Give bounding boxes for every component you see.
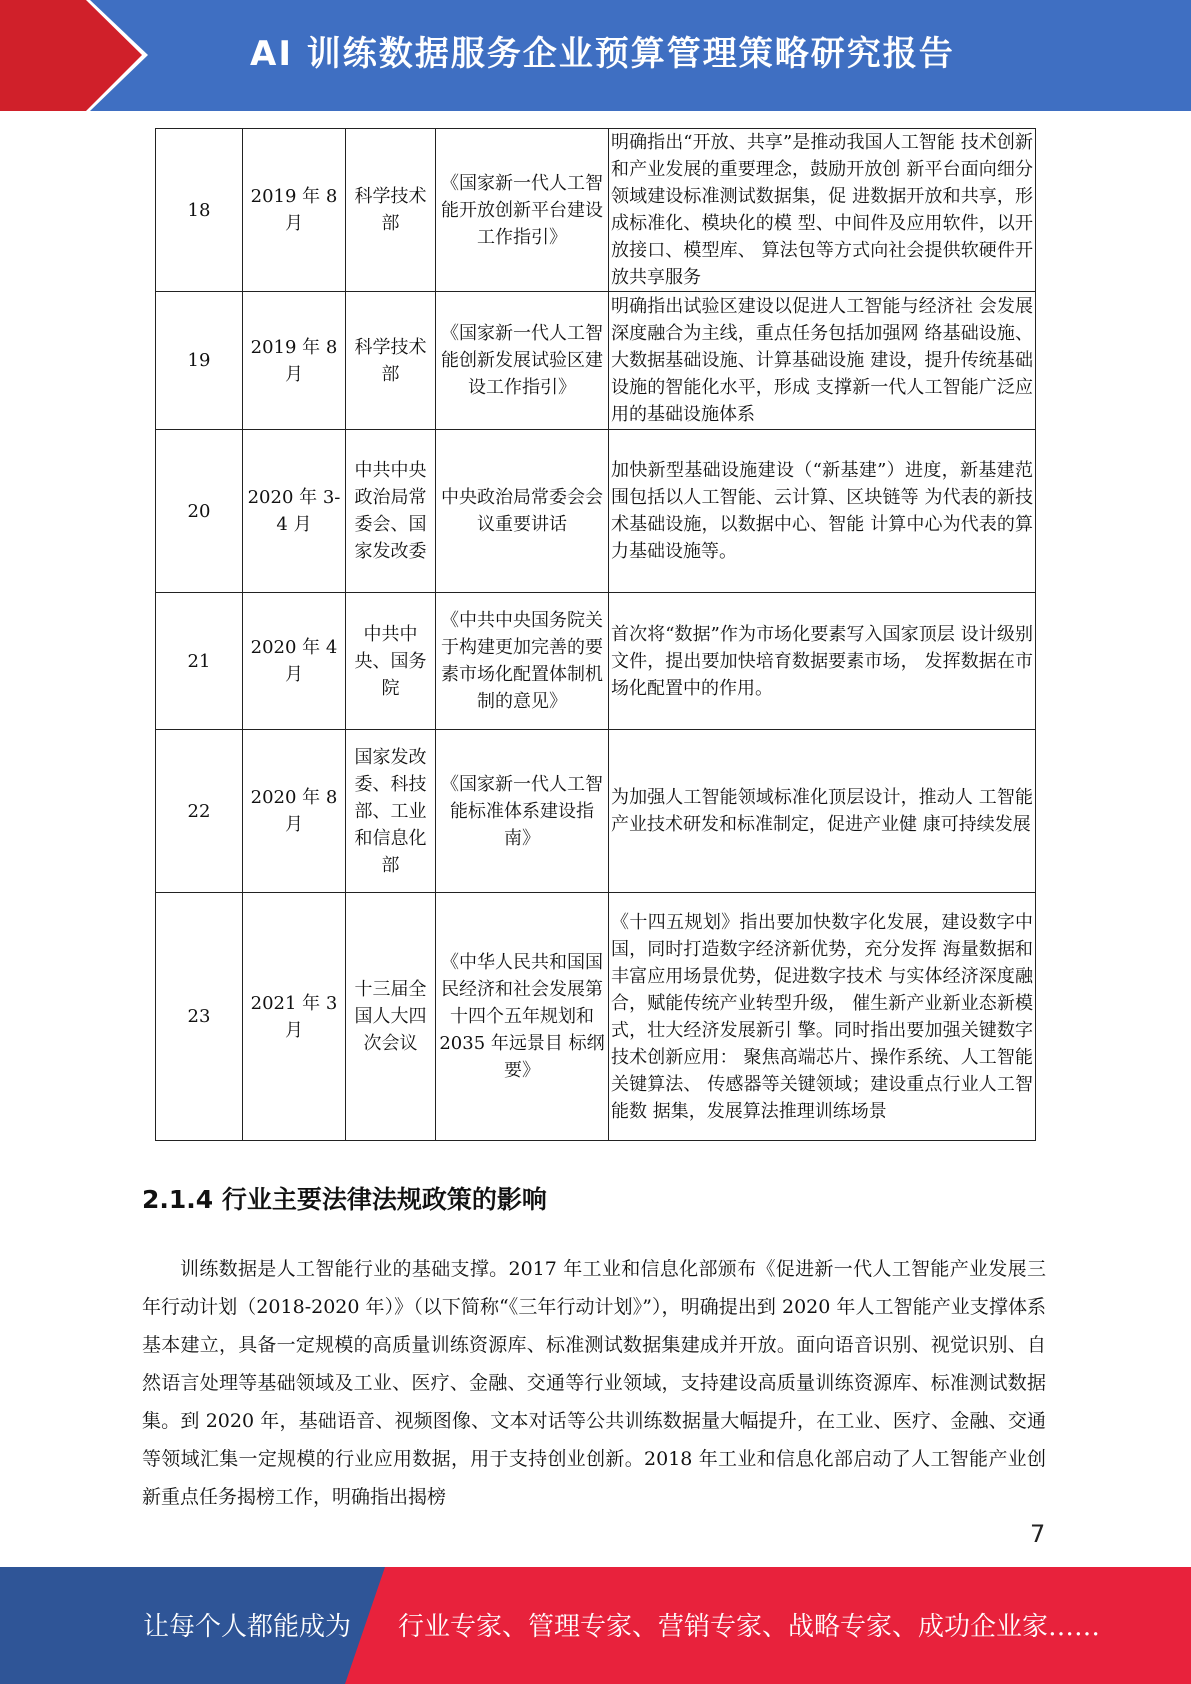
section-heading: 2.1.4 行业主要法律法规政策的影响 [142,1185,547,1214]
document-name-cell: 《国家新一代人工智能标准体系建设指南》 [436,730,609,893]
table-row [156,593,1036,730]
table-row [156,129,1036,292]
document-name-cell: 《国家新一代人工智能创新发展试验区建设工作指引》 [436,292,609,430]
page-number: 7 [1030,1520,1046,1548]
description-cell: 加快新型基础设施建设（“新基建”）进度，新基建范围包括以人工智能、云计算、区块链等 为代表的新技术基础设施，以数据中心、智能 计算中心为代表的算力基础设施等。 [609,430,1036,593]
department-cell: 十三届全国人大四次会议 [346,893,436,1141]
description-cell: 明确指出“开放、共享”是推动我国人工智能 技术创新和产业发展的重要理念，鼓励开放创 新平台面向细分领域建设标准测试数据集，促 进数据开放和共享，形成标准化、模块化的模 型、中间件及应用软件，以开放接口、模型库、 算法包等方式向社会提供软硬件开放共享服务 [609,129,1036,292]
table-row [156,292,1036,430]
date-cell: 2020 年 8 月 [243,730,346,893]
policy-table [155,128,1036,1141]
description-cell: 明确指出试验区建设以促进人工智能与经济社 会发展深度融合为主线，重点任务包括加强网 络基础设施、大数据基础设施、计算基础设施 建设，提升传统基础设施的智能化水平，形成 支撑新一代人工智能广泛应用的基础设施体系 [609,292,1036,430]
document-name-cell: 《国家新一代人工智能开放创新平台建设工作指引》 [436,129,609,292]
description-cell: 为加强人工智能领域标准化顶层设计，推动人 工智能产业技术研发和标准制定，促进产业健 康可持续发展 [609,730,1036,893]
body-paragraph: 训练数据是人工智能行业的基础支撑。2017 年工业和信息化部颁布《促进新一代人工智能产业发展三年行动计划（2018-2020 年）》（以下简称“《三年行动计划》”），明确提出到 2020 年人工智能产业支撑体系基本建立，具备一定规模的高质量训练资源库、标准测试数据集建成并开放。面向语音识别、视觉识别、自然语言处理等基础领域及工业、医疗、金融、交通等行业领域，支持建设高质量训练资源库、标准测试数据集。到 2020 年，基础语音、视频图像、文本对话等公共训练数据量大幅提升，在工业、医疗、金融、交通等领域汇集一定规模的行业应用数据，用于支持创业创新。2018 年工业和信息化部启动了人工智能产业创新重点任务揭榜工作，明确指出揭榜 [142,1258,1046,1508]
page-header [0,0,1191,111]
document-name-cell: 中央政治局常委会会议重要讲话 [436,430,609,593]
department-cell: 国家发改委、科技部、工业和信息化部 [346,730,436,893]
row-number-cell: 23 [156,893,243,1141]
row-number-cell: 21 [156,593,243,730]
document-name-cell: 《中华人民共和国国民经济和社会发展第十四个五年规划和 2035 年远景目 标纲要》 [436,893,609,1141]
footer-slogan-right: 行业专家、管理专家、营销专家、战略专家、成功企业家…… [398,1612,1101,1642]
date-cell: 2019 年 8 月 [243,129,346,292]
row-number-cell: 22 [156,730,243,893]
department-cell: 科学技术部 [346,292,436,430]
row-number-cell: 20 [156,430,243,593]
description-cell: 《十四五规划》指出要加快数字化发展，建设数字中国，同时打造数字经济新优势，充分发挥 海量数据和丰富应用场景优势，促进数字技术 与实体经济深度融合，赋能传统产业转型升级， 催生新产业新业态新模式，壮大经济发展新引 擎。同时指出要加强关键数字技术创新应用： 聚焦高端芯片、操作系统、人工智能关键算法、 传感器等关键领域；建设重点行业人工智能数 据集，发展算法推理训练场景 [609,893,1036,1141]
description-cell: 首次将“数据”作为市场化要素写入国家顶层 设计级别文件，提出要加快培育数据要素市场， 发挥数据在市场化配置中的作用。 [609,593,1036,730]
footer-slogan-left: 让每个人都能成为 [143,1612,352,1642]
page-footer [0,1567,1191,1684]
date-cell: 2021 年 3 月 [243,893,346,1141]
department-cell: 科学技术部 [346,129,436,292]
row-number-cell: 18 [156,129,243,292]
table-row [156,430,1036,593]
department-cell: 中共中央、国务院 [346,593,436,730]
row-number-cell: 19 [156,292,243,430]
report-title: AI 训练数据服务企业预算管理策略研究报告 [250,34,955,74]
table-row [156,893,1036,1141]
department-cell: 中共中央政治局常委会、国家发改委 [346,430,436,593]
document-name-cell: 《中共中央国务院关于构建更加完善的要素市场化配置体制机制的意见》 [436,593,609,730]
date-cell: 2020 年 4 月 [243,593,346,730]
date-cell: 2020 年 3-4 月 [243,430,346,593]
date-cell: 2019 年 8 月 [243,292,346,430]
table-row [156,730,1036,893]
